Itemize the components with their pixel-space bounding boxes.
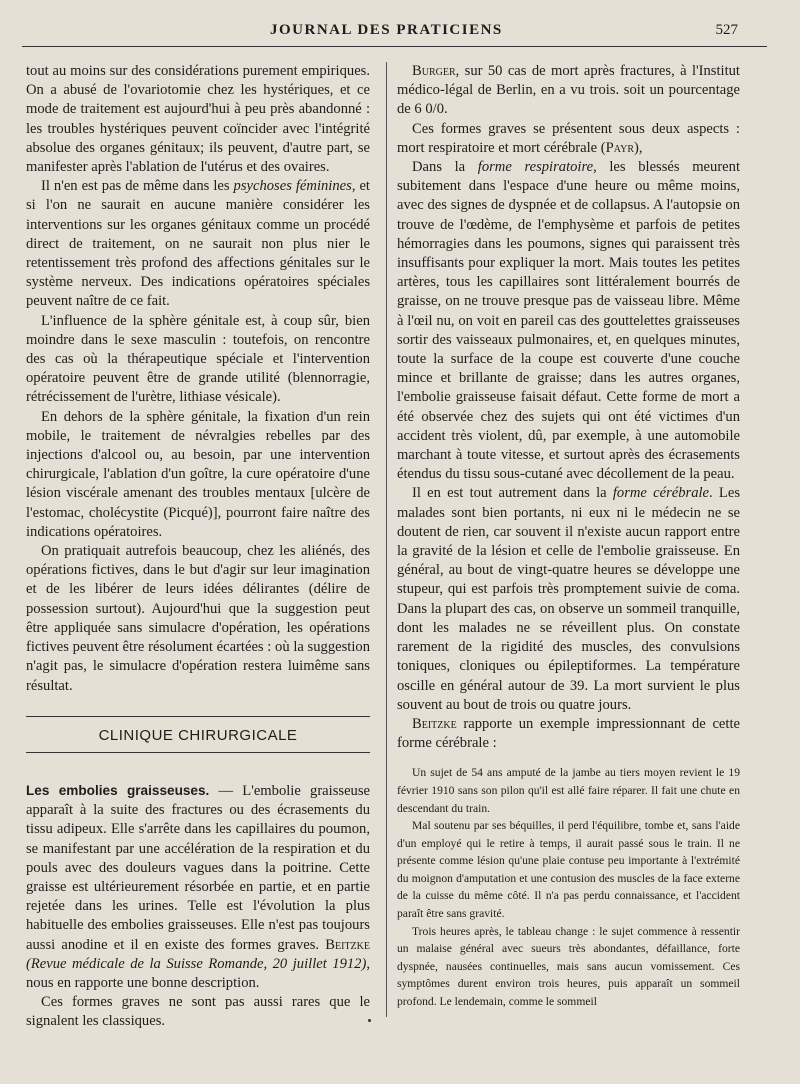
paragraph: On pratiquait autrefois beaucoup, chez les aliénés, des opérations fictives, dans le but d'agir sur leur imagination et de les libérer de leurs idées délirantes (délire de possession surtout). Aujourd'hui que la suggestion peut être appliquée sans simulacre d'opération, les opérations fictives peuvent être résolument écartées : où la suggestion n'agit pas, le simulacre d'opération restera luimême sans résultat. [26,543,370,694]
paragraph: Il en est tout autrement dans la forme cérébrale. Les malades sont bien portants, ni eux ni le médecin ne se doutent de rien, car souvent il n'existe aucun rapport entre la gravité de la lésion et celle de l'embolie graisseuse. En général, au bout de vingt-quatre heures se développe une stupeur, qui est parfois très promptement suivie de coma. Dans la plupart des cas, on observe un sommeil tranquille, dont les malades ne se réveillent plus. On constate rarement de la rigidité des muscles, des convulsions toniques, cloniques ou épileptiformes. La température oscille en général autour de 39. La mort survient le plus souvent au bout de trois ou quatre jours. [397,485,740,713]
case-report-paragraph: Trois heures après, le tableau change : le sujet commence à ressentir un malaise général avec sueurs très abondantes, défaillance, forte dyspnée, nausées continuelles, mais sans aucun vomissement. Ces symptômes durent environ trois heures, puis apparaît un sommeil profond. Le lendemain, comme le sommeil [397,924,740,1009]
running-header [0,22,800,46]
paragraph: Ces formes graves se présentent sous deux aspects : mort respiratoire et mort cérébrale (Payr), [397,120,740,156]
case-report-paragraph: Mal soutenu par ses béquilles, il perd l'équilibre, tombe et, sans l'aide d'un employé qui le retire à temps, il aurait passé sous le train. Il ne présente comme lésion qu'une plaie contuse peu importante à l'extrémité du moignon d'amputation et une contusion des muscles de la face externe de la cuisse du même côté. Il n'a pas perdu connaissance, et l'accident paraît être sans gravité. [397,819,740,921]
paragraph: Dans la forme respiratoire, les blessés meurent subitement dans l'espace d'une heure ou même moins, avec des signes de dyspnée et de collapsus. A l'autopsie on trouve de l'œdème, de l'emphysème et parfois de petites hémorragies dans les poumons, signes qui paraissent très insuffisants pour expliquer la mort. Mais toutes les petites artères, tous les capillaires sont littéralement bourrés de graisse, on ne trouve presque pas de vaisseau libre. Même à l'œil nu, on voit en pareil cas des gouttelettes graisseuses sortir des vaisseaux pulmonaires, et, en quelques minutes, toute la surface de la coupe est couverte d'une couche mince et brillante de graisse; dans les autres organes, l'embolie graisseuse faisait défaut. Cette forme de mort a été observée chez des sujets qui ont été victimes d'un accident très violent, dû, par exemple, à une automobile marchant à toute vitesse, et surtout après des écrasements étendus du tissu sous-cutané avec décollement de la peau. [397,159,741,483]
paragraph: L'influence de la sphère génitale est, à coup sûr, bien moindre dans le sexe masculin : toutefois, on rencontre des cas où la thérapeutique spéciale et l'intervention opératoire peuvent être de grande utilité (blennorragie, rétrécissement de l'urètre, lithiase vésicale). [26,312,370,406]
journal-title: JOURNAL DES PRATICIENS [270,22,503,38]
section-heading: CLINIQUE CHIRURGICALE [26,716,370,753]
author-name: Payr [605,139,634,156]
paragraph: En dehors de la sphère génitale, la fixation d'un rein mobile, le traitement de névralgies rebelles par des injections d'alcool ou, au besoin, par une intervention chirurgicale, l'ablation d'un goître, la cure opératoire d'une lésion viscérale amenant des troubles mentaux [ulcère de l'estomac, cholécystite (Picqué)], pourront faire naître des indications opératoires. [26,408,370,540]
paragraph: Burger, sur 50 cas de mort après fractures, à l'Institut médico-légal de Berlin, en a vu trois. soit un pourcentage de 6 0/0. [397,63,740,118]
paragraph: Beitzke rapporte un exemple impressionnant de cette forme cérébrale : [397,715,740,752]
print-mark [368,1019,371,1022]
header-rule [22,46,767,47]
paragraph: Il n'en est pas de même dans les psychoses féminines, et si l'on ne saurait en aucune manière considérer les interventions sur les organes génitaux comme un procédé direct de traitement, on ne saurait non plus nier le retentissement très profond des affections génitales sur le système nerveux. Des indications opératoires spéciales peuvent naître de ce fait. [26,178,370,310]
right-column [397,62,740,1011]
author-name: Beitzke [325,936,370,953]
paragraph: Ces formes graves ne sont pas aussi rares que le signalent les classiques. [26,994,370,1030]
column-divider [386,62,387,1017]
page-number: 527 [715,22,738,38]
paragraph: Les embolies graisseuses. — L'embolie graisseuse apparaît à la suite des fractures ou des écrasements du tissu adipeux. Elle s'arrête dans les capillaires du poumon, se manifestant par une accélération de la respiration et du pouls avec des douleurs vagues dans la poitrine. Cette graisse est ultérieurement résorbée en partie, et en partie rejetée dans les urines. Telle est l'évolution la plus habituelle des embolies graisseuses. Elle n'est pas toujours aussi anodine et il en existe des formes graves. Beitzke (Revue médicale de la Suisse Romande, 20 juillet 1912), nous en rapporte une bonne description. [26,782,370,991]
article-title: Les embolies graisseuses. [26,782,210,798]
author-name: Beitzke [412,715,457,732]
author-name: Burger [412,63,456,79]
case-report-paragraph: Un sujet de 54 ans amputé de la jambe au tiers moyen revient le 19 février 1910 sans son pilon qu'il est allé faire réparer. Il fait une chute en descendant du train. [397,766,740,815]
citation: (Revue médicale de la Suisse Romande, 20 juillet 1912) [26,955,367,972]
left-column [26,62,370,1032]
paragraph: tout au moins sur des considérations purement empiriques. On a abusé de l'ovariotomie chez les hystériques, et ce mode de traitement est aujourd'hui à peu près abandonné : les troubles hystériques peuvent coïncider avec l'intégrité absolue des organes génitaux; ils peuvent, d'autre part, se manifester après l'ablation de l'utérus et des ovaires. [26,63,370,176]
